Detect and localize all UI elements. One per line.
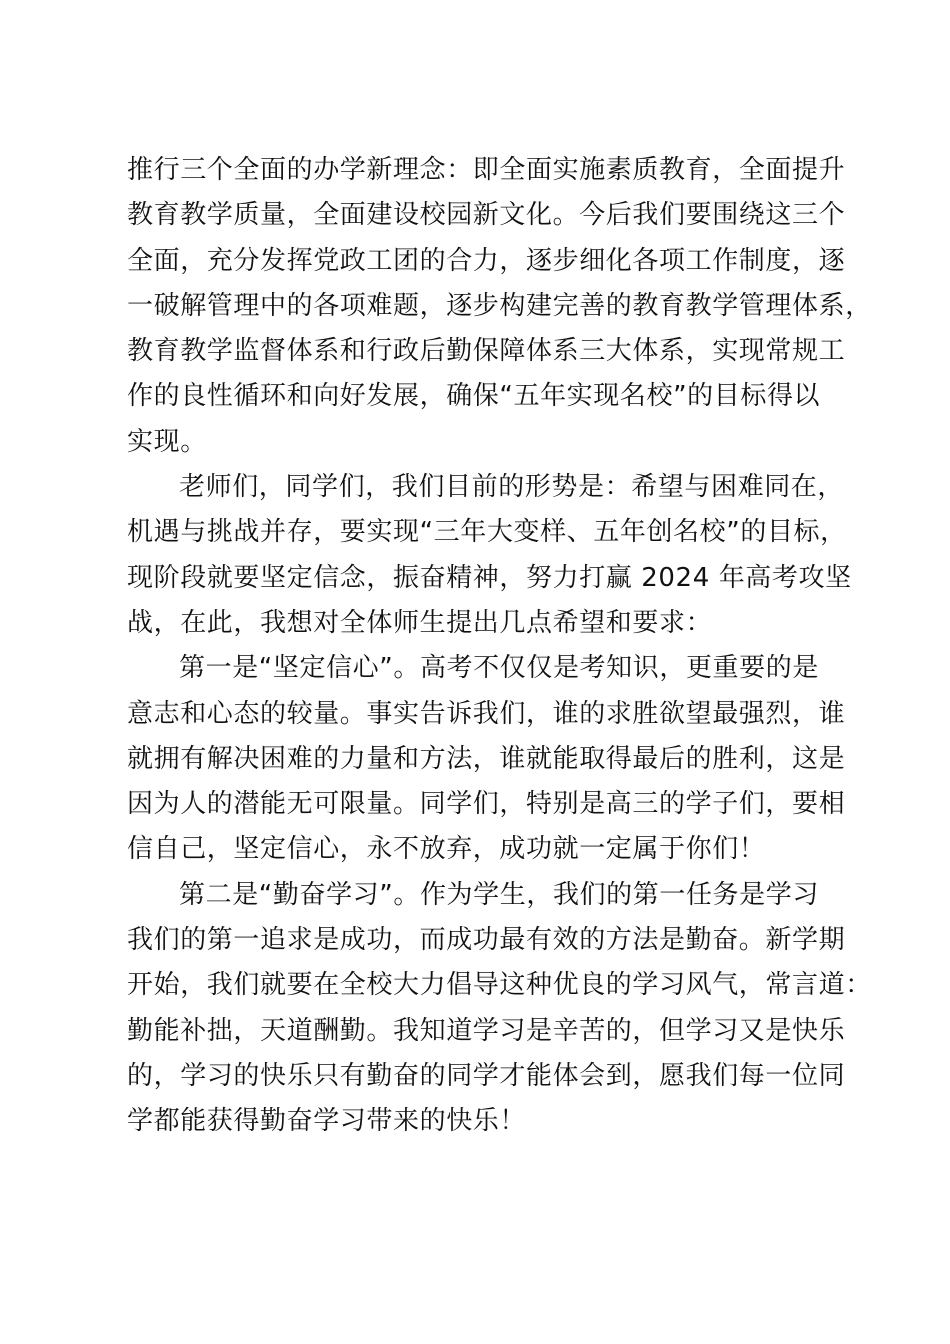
text-line: 勤能补拙，天道酬勤。我知道学习是辛苦的，但学习又是快乐 <box>127 1015 846 1046</box>
body-text <box>127 148 872 1145</box>
text-line: 学都能获得勤奋学习带来的快乐！ <box>127 1106 527 1137</box>
text-line: 推行三个全面的办学新理念：即全面实施素质教育，全面提升 <box>127 155 846 185</box>
text-line: 我们的第一追求是成功，而成功最有效的方法是勤奋。新学期 <box>127 925 846 956</box>
paragraph-first-line: 第二是“勤奋学习”。作为学生，我们的第一任务是学习 <box>179 879 819 910</box>
text-line: 就拥有解决困难的力量和方法，谁就能取得最后的胜利，这是 <box>127 743 846 774</box>
text-line: 信自己，坚定信心，永不放弃，成功就一定属于你们！ <box>127 834 766 865</box>
text-line: 实现。 <box>127 426 207 457</box>
text-line: 一破解管理中的各项难题，逐步构建完善的教育教学管理体系， <box>127 290 872 321</box>
text-line: 意志和心态的较量。事实告诉我们，谁的求胜欲望最强烈，谁 <box>127 698 846 729</box>
paragraph-first-line: 老师们，同学们，我们目前的形势是：希望与困难同在， <box>179 472 845 503</box>
text-line: 教育教学监督体系和行政后勤保障体系三大体系，实现常规工 <box>127 336 846 367</box>
text-line: 战，在此，我想对全体师生提出几点希望和要求： <box>127 607 713 638</box>
text-line: 作的良性循环和向好发展，确保“五年实现名校”的目标得以 <box>127 381 821 412</box>
text-line: 全面，充分发挥党政工团的合力，逐步细化各项工作制度，逐 <box>127 245 846 276</box>
text-line: 机遇与挑战并存，要实现“三年大变样、五年创名校”的目标， <box>127 517 847 548</box>
text-line: 开始，我们就要在全校大力倡导这种优良的学习风气，常言道： <box>127 970 872 1001</box>
paragraph-first-line: 第一是“坚定信心”。高考不仅仅是考知识，更重要的是 <box>179 653 819 684</box>
text-line: 现阶段就要坚定信念，振奋精神，努力打赢 2024 年高考攻坚 <box>127 562 852 593</box>
text-line: 教育教学质量，全面建设校园新文化。今后我们要围绕这三个 <box>127 200 846 231</box>
text-line: 因为人的潜能无可限量。同学们，特别是高三的学子们，要相 <box>127 789 846 820</box>
text-line: 的，学习的快乐只有勤奋的同学才能体会到，愿我们每一位同 <box>127 1060 846 1091</box>
